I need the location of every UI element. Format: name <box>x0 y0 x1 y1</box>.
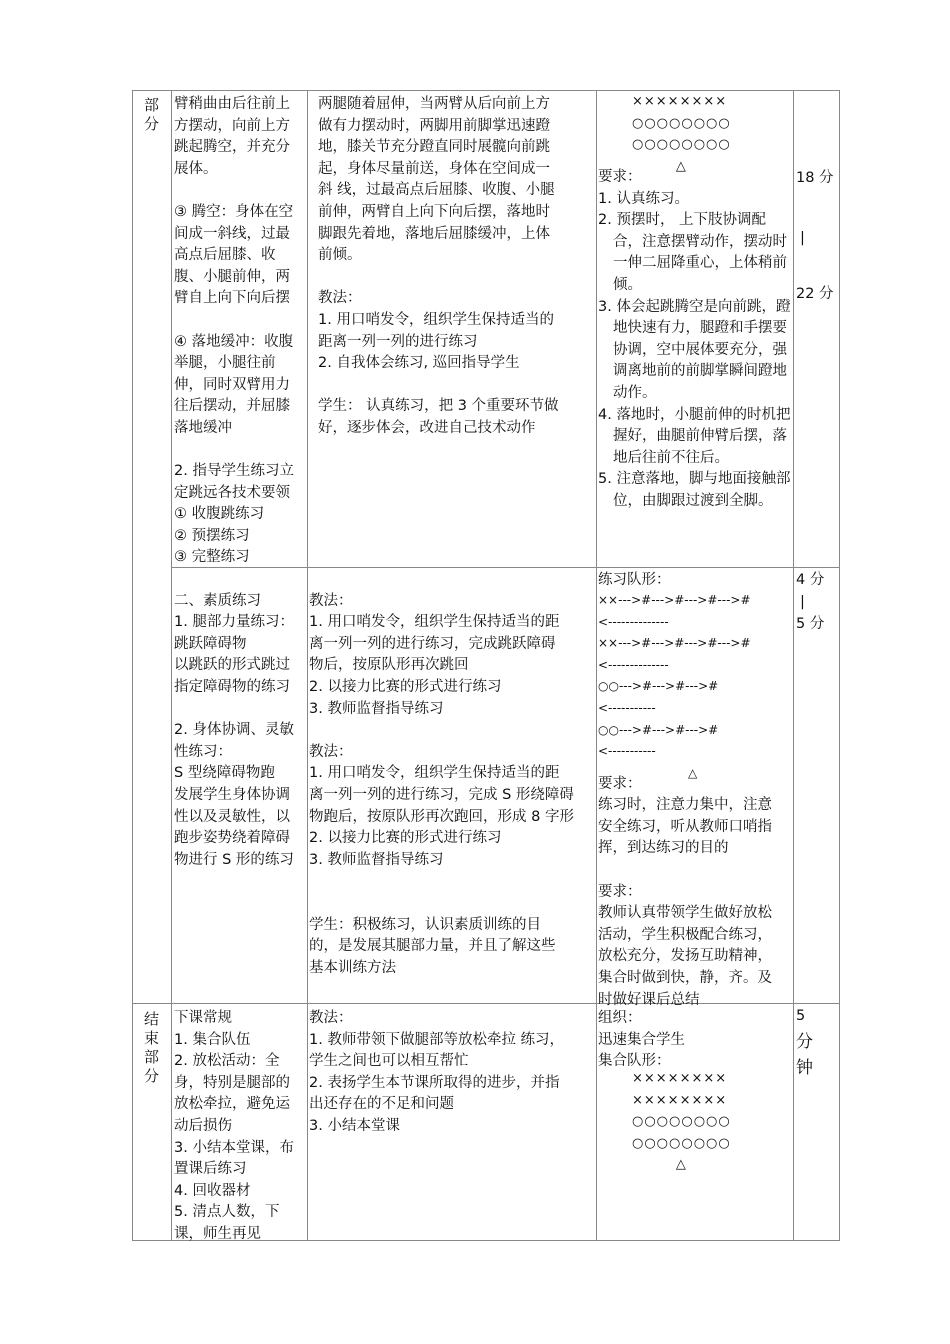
content-line: 物进行 S 形的练习 <box>174 851 294 868</box>
content-line: 高点后屈膝、收 <box>174 247 276 264</box>
content-line: 举腿，小腿往前 <box>174 355 276 372</box>
requirement-line: 要求： <box>598 883 642 900</box>
requirement-item: 5. 注意落地，脚与地面接触部位，由脚跟过渡到全脚。 <box>598 471 791 509</box>
method-line: 做有力摆动时，两脚用前脚掌迅速蹬 <box>318 117 550 134</box>
row3-method-cell <box>309 1008 595 1138</box>
method-line: 2. 以接力比赛的形式进行练习 <box>309 678 502 695</box>
method-line <box>318 267 594 289</box>
col-border-5 <box>839 90 840 1241</box>
row2-time-start: 4 分 <box>796 572 825 588</box>
requirement-item: 2. 预摆时， 上下肢协调配合，注意摆臂动作，摆动时一伸二屈降重心，上体稍前倾。 <box>598 212 787 293</box>
formation-line: <-------------- <box>598 614 669 629</box>
content-line: 1. 腿部力量练习： <box>174 614 294 631</box>
content-line: 二、素质练习 <box>174 592 261 609</box>
table-top-border <box>132 90 839 91</box>
content-line <box>174 310 305 332</box>
content-line: 跑步姿势绕着障碍 <box>174 830 290 847</box>
content-line: 置课后练习 <box>174 1161 247 1178</box>
row2-formation-title: 练习队形： <box>598 572 671 588</box>
method-line: 物跑后，按原队形再次跑回，形成 8 字形 <box>309 808 574 825</box>
content-line: 跳起腾空，并充分 <box>174 139 290 156</box>
row3-time-unit-1: 分 <box>796 1032 813 1052</box>
requirement-line: 挥，到达练习的目的 <box>598 840 729 857</box>
method-line: 起，身体尽量前送，身体在空间成一 <box>318 160 550 177</box>
method-line: 2. 以接力比赛的形式进行练习 <box>309 830 502 847</box>
method-line: 好，逐步体会，改进自己技术动作 <box>318 419 536 436</box>
content-line: 身，特别是腿部的 <box>174 1074 290 1091</box>
requirement-item: 1. 认真练习。 <box>598 190 689 207</box>
requirement-line: 活动，学生积极配合练习， <box>598 926 772 943</box>
row1-time-start: 18 分 <box>796 170 834 186</box>
requirement-line <box>598 752 792 774</box>
method-line: 脚跟先着地，落地后屈膝缓冲，上体 <box>318 225 550 242</box>
formation-line: <-------------- <box>598 657 669 672</box>
row2-content-cell <box>174 569 305 871</box>
content-line: 2. 指导学生练习立 <box>174 463 294 480</box>
content-line: 2. 放松活动：全 <box>174 1053 280 1070</box>
method-line <box>309 871 595 893</box>
formation-line: ○○○○○○○○ <box>632 137 731 153</box>
content-line: 跳跃障碍物 <box>174 635 247 652</box>
col-border-0 <box>132 90 133 1241</box>
row3-time-number: 5 <box>796 1008 806 1024</box>
method-line: 两腿随着屈伸，当两臂从后向前上方 <box>318 96 550 112</box>
content-line: 1. 集合队伍 <box>174 1031 251 1048</box>
row3-organization <box>598 1008 792 1073</box>
content-line <box>174 699 305 721</box>
row2-time-end: 5 分 <box>796 616 825 632</box>
row2-time-separator: | <box>800 594 805 610</box>
formation-line: ○○--->#--->#---># <box>598 722 719 737</box>
requirement-line: 要求： <box>598 775 642 792</box>
method-line: 物后，按原队形再次跳回 <box>309 657 469 674</box>
content-line: 下课常规 <box>174 1010 232 1026</box>
content-line: 性以及灵敏性，以 <box>174 808 290 825</box>
method-line: 斜 线，过最高点后屈膝、收腹、小腿 <box>318 182 555 199</box>
content-line: 腹、小腿前伸，两 <box>174 268 290 285</box>
method-line: 教法： <box>318 290 362 307</box>
content-line: ① 收腹跳练习 <box>174 506 265 523</box>
method-line <box>318 375 594 397</box>
formation-line: ×××××××× <box>632 94 728 109</box>
requirement-line: 安全练习，听从教师口哨指 <box>598 818 772 835</box>
content-line: 落地缓冲 <box>174 419 232 436</box>
organization-line: 迅速集合学生 <box>598 1031 685 1048</box>
requirement-item: 4. 落地时，小腿前伸的时机把握好，曲腿前伸臂后摆，落地后往前不往后。 <box>598 406 791 466</box>
method-line <box>309 569 595 591</box>
method-line: 离一列一列的进行练习，完成 S 形绕障碍 <box>309 786 574 803</box>
row1-section-label: 部分 <box>144 96 160 133</box>
content-line <box>174 180 305 202</box>
method-line: 学生：积极练习，认识素质训练的目 <box>309 916 541 933</box>
col-border-1 <box>171 90 172 1241</box>
method-line <box>309 720 595 742</box>
requirement-line: 集合时做到快，静，齐。及 <box>598 969 772 986</box>
content-line: 指定障碍物的练习 <box>174 678 290 695</box>
method-line: 前倾。 <box>318 247 362 264</box>
method-line: 2. 自我体会练习, 巡回指导学生 <box>318 355 520 372</box>
formation-line: △ <box>675 158 687 174</box>
requirement-line: 教师认真带领学生做好放松 <box>598 905 772 922</box>
content-line: 性练习： <box>174 743 232 760</box>
content-line: 动后损伤 <box>174 1117 232 1134</box>
content-line: 定跳远各技术要领 <box>174 484 290 501</box>
content-line: 3. 小结本堂课，布 <box>174 1139 294 1156</box>
col-border-3 <box>596 90 597 1241</box>
content-line: 2. 身体协调、灵敏 <box>174 722 294 739</box>
formation-line: ○○○○○○○○ <box>632 1114 731 1130</box>
formation-line: ××--->#--->#--->#---># <box>598 636 751 651</box>
row3-section-label: 结束部分 <box>144 1010 160 1085</box>
row1-content-cell <box>174 94 305 569</box>
row3-content-cell <box>174 1008 305 1246</box>
method-line: 距离一列一列的进行练习 <box>318 333 478 350</box>
method-line: 1. 用口哨发令，组织学生保持适当的 <box>318 311 554 328</box>
method-line: 教法： <box>309 1010 353 1026</box>
row1-requirements-title: 要求： <box>598 169 642 185</box>
content-line: ② 预摆练习 <box>174 527 250 544</box>
method-line: 学生： 认真练习，把 3 个重要环节做 <box>318 398 559 415</box>
requirement-line: 时做好课后总结 <box>598 991 700 1008</box>
method-line: 前伸，两臂自上向下向后摆，落地时 <box>318 203 550 220</box>
content-line: S 型绕障碍物跑 <box>174 765 275 782</box>
row3-formation-diagram <box>632 1071 731 1179</box>
method-line: 3. 教师监督指导练习 <box>309 700 444 717</box>
formation-line: ○○--->#--->#---># <box>598 679 719 694</box>
row1-time-separator: | <box>800 230 805 246</box>
method-line: 3. 小结本堂课 <box>309 1117 400 1134</box>
content-line: 以跳跃的形式跳过 <box>174 657 290 674</box>
content-line: 间成一斜线，过最 <box>174 225 290 242</box>
method-line: 2. 表扬学生本节课所取得的进步，并指 <box>309 1074 560 1091</box>
method-line: 地，膝关节充分蹬直同时展髋向前跳 <box>318 139 550 156</box>
content-line: 4. 回收器材 <box>174 1182 251 1199</box>
row2-requirements <box>598 752 792 1011</box>
requirement-line: 放松充分，发扬互助精神， <box>598 948 772 965</box>
content-line <box>174 569 305 591</box>
formation-line: ×××××××× <box>632 1092 728 1108</box>
content-line: 臂稍曲由后往前上 <box>174 96 290 112</box>
formation-line: <----------- <box>598 700 656 715</box>
method-line: 学生之间也可以相互帮忙 <box>309 1053 469 1070</box>
method-line: 出还存在的不足和问题 <box>309 1096 454 1113</box>
content-line: 方摆动，向前上方 <box>174 117 290 134</box>
content-line: 伸，同时双臂用力 <box>174 376 290 393</box>
row1-time-end: 22 分 <box>796 286 834 302</box>
content-line: ③ 腾空：身体在空 <box>174 203 294 220</box>
content-line: 课，师生再见 <box>174 1225 261 1242</box>
method-line: 1. 用口哨发令，组织学生保持适当的距 <box>309 614 560 631</box>
method-line: 基本训练方法 <box>309 959 396 976</box>
method-line: 1. 教师带领下做腿部等放松牵拉 练习， <box>309 1031 565 1048</box>
formation-line: ○○○○○○○○ <box>632 1135 731 1151</box>
row2-method-cell <box>309 569 595 979</box>
content-line <box>174 440 305 462</box>
method-line: 离一列一列的进行练习，完成跳跃障碍 <box>309 635 556 652</box>
content-line: 往后摆动，并屈膝 <box>174 398 290 415</box>
content-line: 发展学生身体协调 <box>174 786 290 803</box>
col-border-2 <box>307 90 308 1241</box>
col-border-4 <box>793 90 794 1241</box>
method-line: 的，是发展其腿部力量，并且了解这些 <box>309 938 556 955</box>
method-line: 1. 用口哨发令，组织学生保持适当的距 <box>309 765 560 782</box>
row1-method-cell <box>318 94 594 440</box>
method-line <box>309 893 595 915</box>
content-line: ③ 完整练习 <box>174 549 250 566</box>
organization-line: 组织： <box>598 1010 642 1026</box>
row1-requirements <box>598 167 792 513</box>
content-line: 臂自上向下向后摆 <box>174 290 290 307</box>
requirement-line: 练习时，注意力集中，注意 <box>598 797 772 814</box>
formation-line: ××--->#--->#--->#---># <box>598 593 751 607</box>
content-line: ④ 落地缓冲：收腹 <box>174 333 294 350</box>
row3-time-unit-2: 钟 <box>796 1058 813 1078</box>
formation-line: ×××××××× <box>632 1071 728 1086</box>
method-line: 教法： <box>309 592 353 609</box>
content-line: 放松牵拉，避免运 <box>174 1096 290 1113</box>
method-line: 教法： <box>309 743 353 760</box>
formation-line: <----------- <box>598 744 656 759</box>
content-line: 展体。 <box>174 160 218 177</box>
requirement-line <box>598 860 792 882</box>
requirement-item: 3. 体会起跳腾空是向前跳，蹬地快速有力，腿蹬和手摆要协调，空中展体要充分，强调离地前的前脚掌瞬间蹬地动作。 <box>598 298 791 401</box>
method-line: 3. 教师监督指导练习 <box>309 851 444 868</box>
organization-line: 集合队形： <box>598 1053 671 1070</box>
formation-line: △ <box>675 1157 687 1173</box>
content-line: 5. 清点人数，下 <box>174 1204 280 1221</box>
formation-line: ○○○○○○○○ <box>632 115 731 131</box>
formation-line: △ <box>688 765 698 780</box>
